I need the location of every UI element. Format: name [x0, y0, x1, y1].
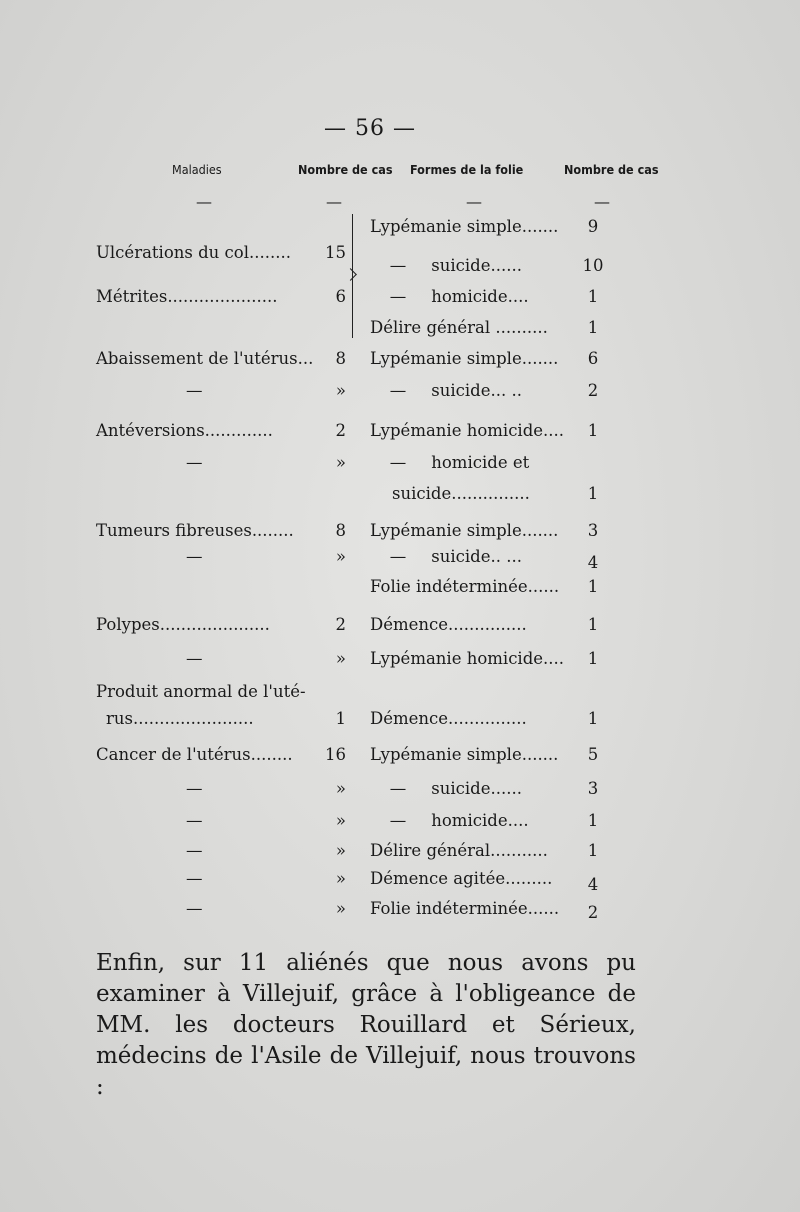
cas-cell: 4 [587, 553, 599, 572]
ditto-dash: — [186, 841, 203, 860]
ditto-dash: — [389, 453, 407, 472]
cas-cell: 1 [587, 811, 599, 830]
forme-cell: Folie indéterminée...... [370, 899, 560, 918]
table-row [0, 518, 800, 544]
cas-cell: 1 [587, 318, 599, 337]
ditto-mark: » [335, 381, 346, 400]
table-row [0, 253, 800, 279]
maladie-cell: Métrites..................... [96, 287, 278, 306]
maladie-cell: Polypes..................... [96, 615, 270, 634]
cas-cell: 3 [587, 521, 599, 540]
forme-cell: Démence............... [370, 709, 527, 728]
ditto-dash: — [389, 256, 407, 275]
table-row [0, 742, 800, 768]
cas-cell: 2 [587, 381, 599, 400]
nombre-cell: 2 [335, 421, 346, 440]
table-row [0, 544, 800, 570]
forme-cell: Lypémanie simple....... [370, 521, 559, 540]
header-separator: — [466, 192, 482, 211]
nombre-cell: 6 [335, 287, 346, 306]
ditto-mark: » [335, 649, 346, 668]
header-separator: — [594, 192, 610, 211]
ditto-dash: — [389, 287, 407, 306]
forme-cell: Folie indéterminée...... [370, 577, 560, 596]
table-row [0, 481, 800, 507]
table-row [0, 450, 800, 476]
cas-cell: 1 [587, 287, 599, 306]
cas-cell: 9 [587, 217, 599, 236]
header-nombre-de-cas-1: Nombre de cas [298, 162, 393, 177]
forme-cell: Délire général .......... [370, 318, 548, 337]
table-row [0, 896, 800, 922]
forme-cell: Délire général........... [370, 841, 548, 860]
table-row [0, 706, 800, 732]
cas-cell: 6 [587, 349, 599, 368]
header-separator: — [196, 192, 212, 211]
table-row [0, 315, 800, 341]
forme-cell: Lypémanie simple....... [370, 217, 559, 236]
ditto-dash: — [186, 547, 203, 566]
maladie-cell: Ulcérations du col........ [96, 243, 291, 262]
cas-cell: 1 [587, 615, 599, 634]
ditto-dash: — [186, 453, 203, 472]
maladie-cell: Cancer de l'utérus........ [96, 745, 293, 764]
forme-cell: suicide.. ... [431, 547, 522, 566]
forme-cell: Lypémanie homicide.... [370, 649, 565, 668]
ditto-mark: » [335, 779, 346, 798]
maladie-cell: Tumeurs fibreuses........ [96, 521, 294, 540]
cas-cell: 1 [587, 709, 599, 728]
ditto-mark: » [335, 547, 346, 566]
ditto-dash: — [389, 381, 407, 400]
forme-cell: suicide... .. [431, 381, 522, 400]
nombre-cell: 15 [325, 243, 346, 262]
table-row [0, 612, 800, 638]
nombre-cell: 8 [335, 521, 346, 540]
ditto-dash: — [186, 899, 203, 918]
maladie-cell: rus....................... [106, 709, 254, 728]
ditto-mark: » [335, 453, 346, 472]
cas-cell: 1 [587, 577, 599, 596]
ditto-dash: — [389, 811, 407, 830]
cas-cell: 2 [587, 903, 599, 922]
table-row [0, 776, 800, 802]
table-row [0, 838, 800, 864]
cas-cell: 1 [587, 841, 599, 860]
maladie-cell: Produit anormal de l'uté- [96, 682, 306, 701]
table-row [0, 866, 800, 892]
cas-cell: 10 [582, 256, 604, 275]
maladie-cell: Antéversions............. [96, 421, 273, 440]
forme-cell: homicide.... [431, 811, 529, 830]
cas-cell: 1 [587, 484, 599, 503]
ditto-dash: — [389, 547, 407, 566]
ditto-dash: — [186, 811, 203, 830]
closing-paragraph: Enfin, sur 11 aliénés que nous avons pu examiner à Villejuif, grâce à l'obligeance de MM. les docteurs Rouillard et Sérieux, médecins de l'Asile de Villejuif, nous trouvons : [96, 950, 636, 1100]
header-nombre-de-cas-2: Nombre de cas [564, 162, 659, 177]
ditto-mark: » [335, 869, 346, 888]
forme-cell: Lypémanie simple....... [370, 349, 559, 368]
cas-cell: 4 [587, 875, 599, 894]
ditto-dash: — [389, 779, 407, 798]
cas-cell: 5 [587, 745, 599, 764]
header-maladies: Maladies [172, 162, 222, 177]
ditto-mark: » [335, 841, 346, 860]
header-separator: — [326, 192, 342, 211]
ditto-dash: — [186, 779, 203, 798]
cas-cell: 1 [587, 649, 599, 668]
ditto-dash: — [186, 381, 203, 400]
table-row [0, 284, 800, 310]
ditto-dash: — [186, 649, 203, 668]
table-row [0, 214, 800, 240]
table-row [0, 808, 800, 834]
table-row [0, 346, 800, 372]
forme-cell: homicide.... [431, 287, 529, 306]
nombre-cell: 16 [325, 745, 346, 764]
table-row [0, 378, 800, 404]
forme-cell: Démence agitée......... [370, 869, 553, 888]
page-number: — 56 — [324, 116, 416, 141]
forme-cell: Lypémanie homicide.... [370, 421, 565, 440]
maladie-cell: Abaissement de l'utérus... [96, 349, 314, 368]
forme-cell: Démence............... [370, 615, 527, 634]
forme-cell: suicide............... [392, 484, 530, 503]
nombre-cell: 8 [335, 349, 346, 368]
ditto-dash: — [186, 869, 203, 888]
table-row [0, 418, 800, 444]
cas-cell: 3 [587, 779, 599, 798]
ditto-mark: » [335, 811, 346, 830]
table-row [0, 646, 800, 672]
forme-cell: homicide et [431, 453, 530, 472]
ditto-mark: » [335, 899, 346, 918]
nombre-cell: 2 [335, 615, 346, 634]
forme-cell: suicide...... [431, 256, 522, 275]
nombre-cell: 1 [335, 709, 346, 728]
forme-cell: Lypémanie simple....... [370, 745, 559, 764]
table-row [0, 574, 800, 600]
table-row [0, 679, 800, 705]
forme-cell: suicide...... [431, 779, 522, 798]
cas-cell: 1 [587, 421, 599, 440]
header-formes-de-la-folie: Formes de la folie [410, 162, 524, 177]
